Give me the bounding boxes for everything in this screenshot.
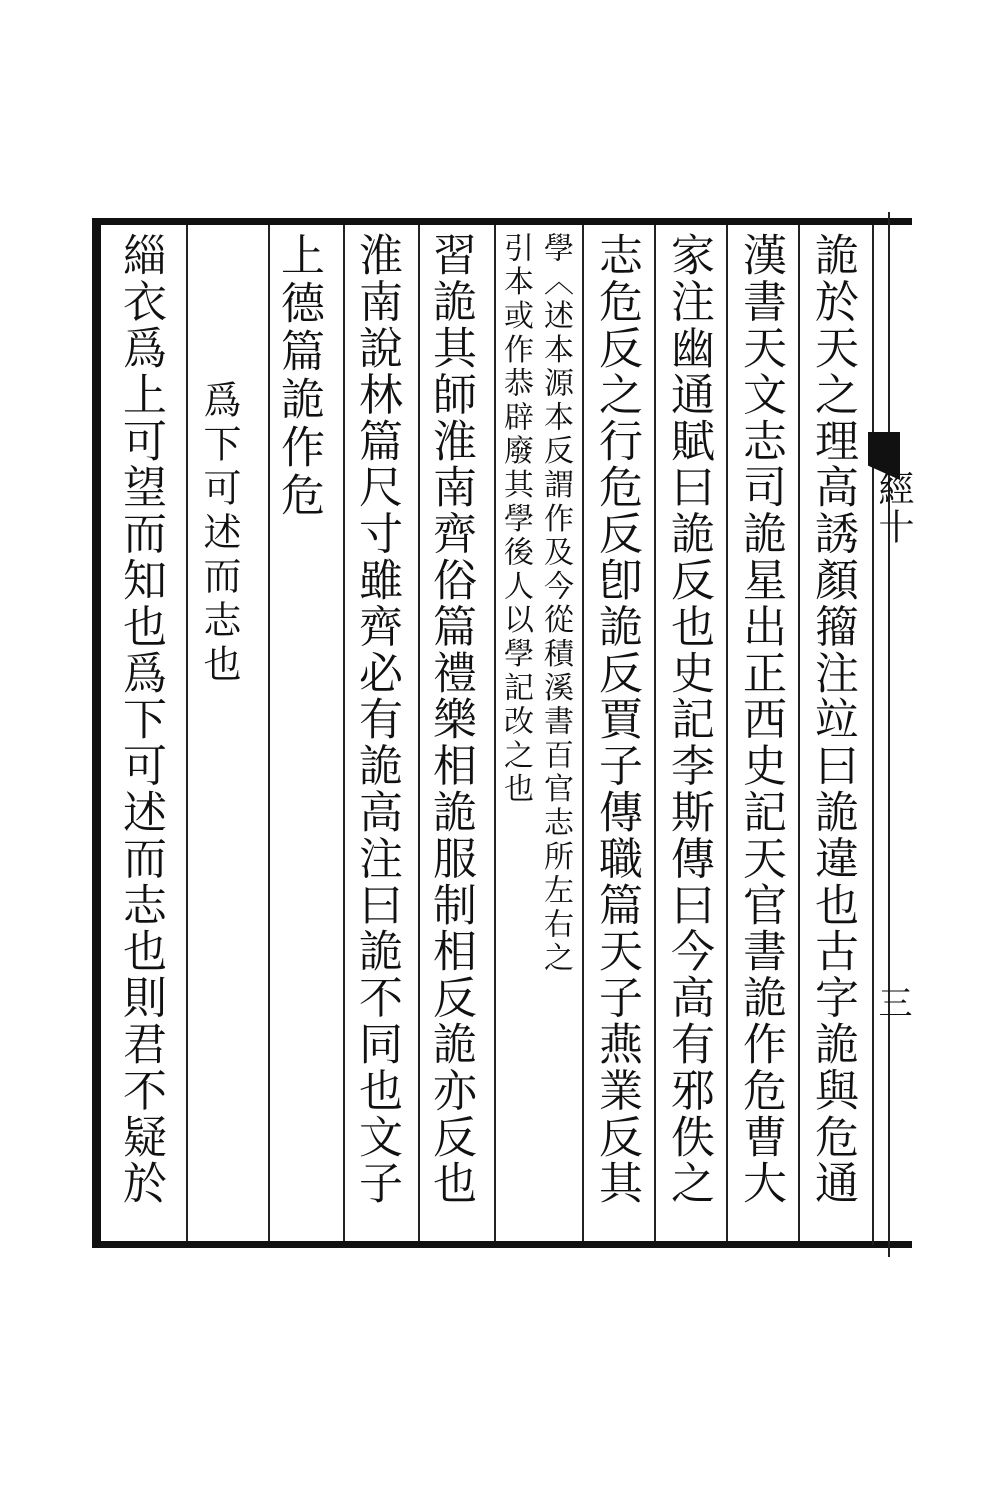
text-column-5: 習詭其師淮南齊俗篇禮樂相詭服制相反詭亦反也 — [425, 232, 476, 1207]
column-rule — [186, 225, 188, 1241]
text-column-1: 詭於天之理高誘顏籀注竝曰詭違也古字詭與危通 — [807, 232, 858, 1207]
text-column-2: 漢書天文志司詭星出正西史記天官書詭作危曹大 — [735, 232, 786, 1207]
column-rule — [418, 225, 420, 1241]
fold-edge — [888, 212, 890, 1257]
chapter-heading: 上德篇詭作危 — [273, 232, 324, 520]
column-rule — [582, 225, 584, 1241]
annotation-column-2: 引本或作恭辟廢其學後人以學記改之也 — [498, 232, 533, 807]
annotation-column-1: 學〈述本源本反謂作及今從積溪書百官志所左右之 — [538, 232, 573, 976]
fold-edge — [872, 225, 874, 1245]
text-column-3: 家注幽通賦曰詭反也史記李斯傳曰今高有邪佚之 — [663, 232, 714, 1207]
column-rule — [726, 225, 728, 1241]
text-column-7: 緇衣爲上可望而知也爲下可述而志也則君不疑於 — [115, 232, 166, 1207]
column-rule — [268, 225, 270, 1241]
classic-quote: 爲下可述而志也 — [197, 380, 241, 688]
column-rule — [798, 225, 800, 1241]
column-rule — [654, 225, 656, 1241]
column-rule — [494, 225, 496, 1241]
fold-title: 經十 — [873, 470, 914, 546]
text-column-4: 志危反之行危反卽詭反賈子傳職篇天子燕業反其 — [591, 232, 642, 1207]
column-rule — [343, 225, 345, 1241]
page-number: 三 — [872, 985, 912, 1019]
text-column-6: 淮南說林篇尺寸雖齊必有詭高注曰詭不同也文子 — [351, 232, 402, 1207]
